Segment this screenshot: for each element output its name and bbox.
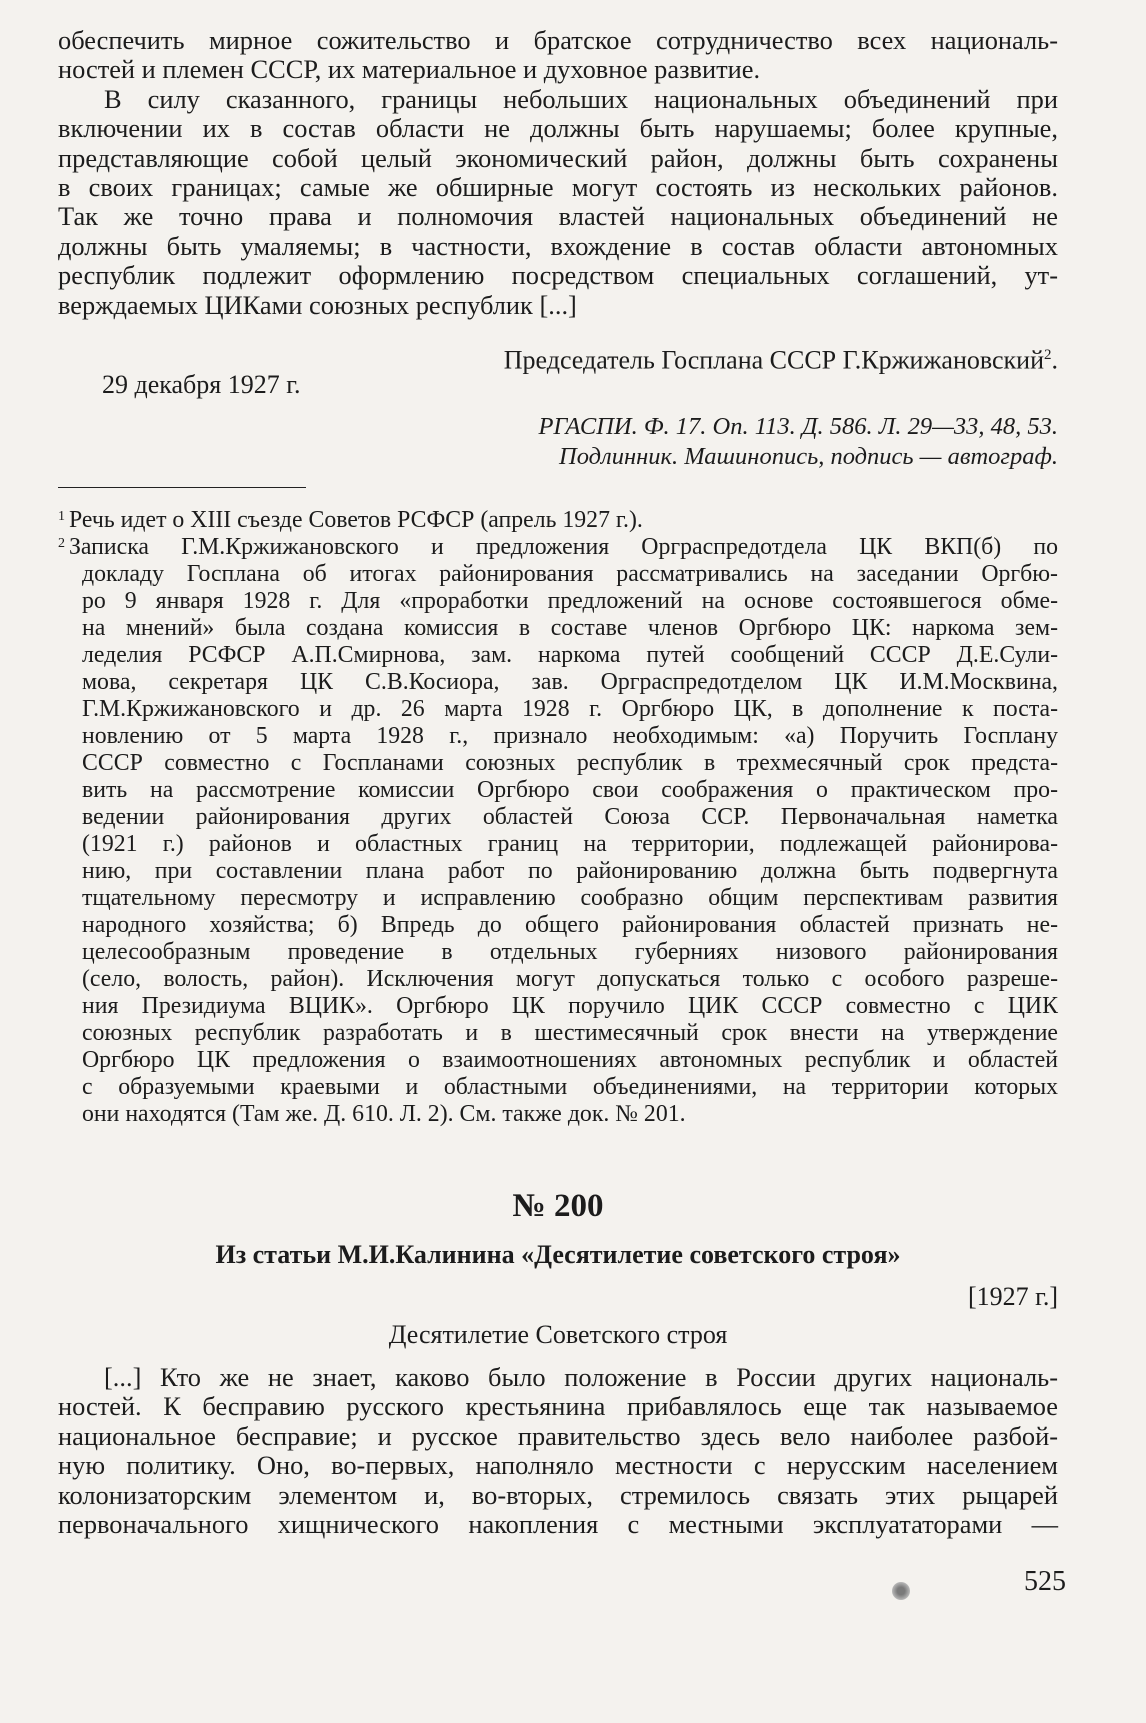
text-line: колонизаторским элементом и, во-вторых, стремилось связать этих рыцарей bbox=[58, 1479, 1058, 1510]
text-line: леделия РСФСР А.П.Смирнова, зам. наркома путей сообщений СССР Д.Е.Сули- bbox=[82, 642, 1058, 668]
footnote-1 bbox=[58, 507, 1058, 534]
text-line: с образуемыми краевыми и областными объединениями, на территории которых bbox=[82, 1074, 1058, 1100]
footnote-2 bbox=[58, 534, 1058, 1128]
text-line: обеспечить мирное сожительство и братское сотрудничество всех националь- bbox=[58, 25, 1058, 55]
text-line: нию, при составлении плана работ по районированию должна быть подвергнута bbox=[82, 858, 1058, 884]
text-line: Г.М.Кржижановского и др. 26 марта 1928 г. Оргбюро ЦК, в дополнение к поста- bbox=[82, 696, 1058, 722]
text-line: ведении районирования других областей Союза ССР. Первоначальная наметка bbox=[82, 804, 1058, 830]
footnote-text: Речь идет о XIII съезде Советов РСФСР (апрель 1927 г.). bbox=[69, 507, 643, 533]
footnote-divider bbox=[58, 487, 306, 488]
top-text-block bbox=[58, 26, 1058, 320]
archive-reference bbox=[58, 412, 1058, 472]
text-line: (село, волость, район). Исключения могут допускаться только с особого разреше- bbox=[82, 966, 1058, 992]
text-line: представляющие собой целый экономический район, должны быть сохранены bbox=[58, 142, 1058, 173]
text-line: ностей и племен СССР, их материальное и духовное развитие. bbox=[58, 54, 761, 85]
text-line: первоначального хищнического накопления с местными эксплуататорами — bbox=[58, 1509, 1058, 1540]
text-line: народного хозяйства; б) Впредь до общего районирования областей признать не- bbox=[82, 912, 1058, 938]
footnote-mark: 2 bbox=[58, 536, 65, 551]
document-body bbox=[58, 1363, 1058, 1539]
document-date: [1927 г.] bbox=[967, 1282, 1058, 1311]
text-line: СССР совместно с Госпланами союзных республик в трехмесячный срок предста- bbox=[82, 750, 1058, 776]
text-line: включении их в состав области не должны быть нарушаемы; более крупные, bbox=[58, 113, 1058, 144]
text-line: союзных республик разработать и в шестимесячный срок внести на утверждение bbox=[82, 1020, 1058, 1046]
text-line: должны быть умаляемы; в частности, вхождение в состав области автономных bbox=[58, 230, 1058, 261]
archive-line: РГАСПИ. Ф. 17. Оп. 113. Д. 586. Л. 29—33, 48, 53. bbox=[538, 413, 1058, 440]
footnotes bbox=[58, 507, 1058, 1128]
text-line: В силу сказанного, границы небольших национальных объединений при bbox=[104, 83, 1058, 114]
signature-footnote-mark: 2 bbox=[1044, 347, 1052, 363]
document-number: № 200 bbox=[512, 1188, 604, 1224]
text-line: ную политику. Оно, во-первых, наполняло местности с нерусским населением bbox=[58, 1450, 1058, 1481]
signature-date: 29 декабря 1927 г. bbox=[102, 370, 301, 399]
archive-line: Подлинник. Машинопись, подпись — автограф. bbox=[559, 443, 1058, 470]
text-line: целесообразным проведение в отдельных губерниях низового районирования bbox=[82, 939, 1058, 965]
footnote-mark: 1 bbox=[58, 509, 65, 524]
text-line: Так же точно права и полномочия властей национальных объединений не bbox=[58, 201, 1058, 232]
text-line: новлению от 5 марта 1928 г., признало необходимым: «а) Поручить Госплану bbox=[82, 723, 1058, 749]
text-line: национальное бесправие; и русское правительство здесь вело наиболее разбой- bbox=[58, 1420, 1058, 1451]
page-number: 525 bbox=[1024, 1566, 1066, 1597]
text-line: [...] Кто же не знает, каково было положение в России других националь- bbox=[104, 1362, 1058, 1392]
text-line: верждаемых ЦИКами союзных республик [...] bbox=[58, 289, 577, 320]
signature-dot: . bbox=[1051, 345, 1058, 375]
signature-text: Председатель Госплана СССР Г.Кржижановский bbox=[503, 345, 1044, 375]
text-line: тщательному пересмотру и исправлению сообразно общим перспективам развития bbox=[82, 885, 1058, 911]
text-line: ния Президиума ВЦИК». Оргбюро ЦК поручило ЦИК СССР совместно с ЦИК bbox=[82, 993, 1058, 1019]
text-line: они находятся (Там же. Д. 610. Л. 2). См. также док. № 201. bbox=[82, 1101, 686, 1127]
text-line: вить на рассмотрение комиссии Оргбюро свои соображения о практическом про- bbox=[82, 777, 1058, 803]
text-line: ностей. К бесправию русского крестьянина прибавлялось еще так называемое bbox=[58, 1391, 1058, 1422]
text-line: мова, секретаря ЦК С.В.Косиора, зав. Орграспредотделом ЦК И.М.Москвина, bbox=[82, 669, 1058, 695]
text-line: $^2$ Записка Г.М.Кржижановского и предложения Орграспредотдела ЦК ВКП(б) по bbox=[58, 534, 1058, 560]
text-line: на мнений» была создана комиссия в составе членов Оргбюро ЦК: наркома зем- bbox=[82, 615, 1058, 641]
text-line: (1921 г.) районов и областных границ на территории, подлежащей районирова- bbox=[82, 831, 1058, 857]
text-line: в своих границах; самые же обширные могут состоять из нескольких районов. bbox=[58, 172, 1058, 203]
text-line: республик подлежит оформлению посредством специальных соглашений, ут- bbox=[58, 260, 1058, 291]
text-line: Оргбюро ЦК предложения о взаимоотношениях автономных республик и областей bbox=[82, 1047, 1058, 1073]
print-dot-mark bbox=[892, 1582, 910, 1600]
text-line: докладу Госплана об итогах районирования рассматривались на заседании Оргбю- bbox=[82, 561, 1058, 587]
document-subtitle: Десятилетие Советского строя bbox=[388, 1320, 728, 1349]
text-line: ро 9 января 1928 г. Для «проработки предложений на основе состоявшегося обме- bbox=[82, 588, 1058, 614]
document-title: Из статьи М.И.Калинина «Десятилетие советского строя» bbox=[215, 1240, 901, 1269]
